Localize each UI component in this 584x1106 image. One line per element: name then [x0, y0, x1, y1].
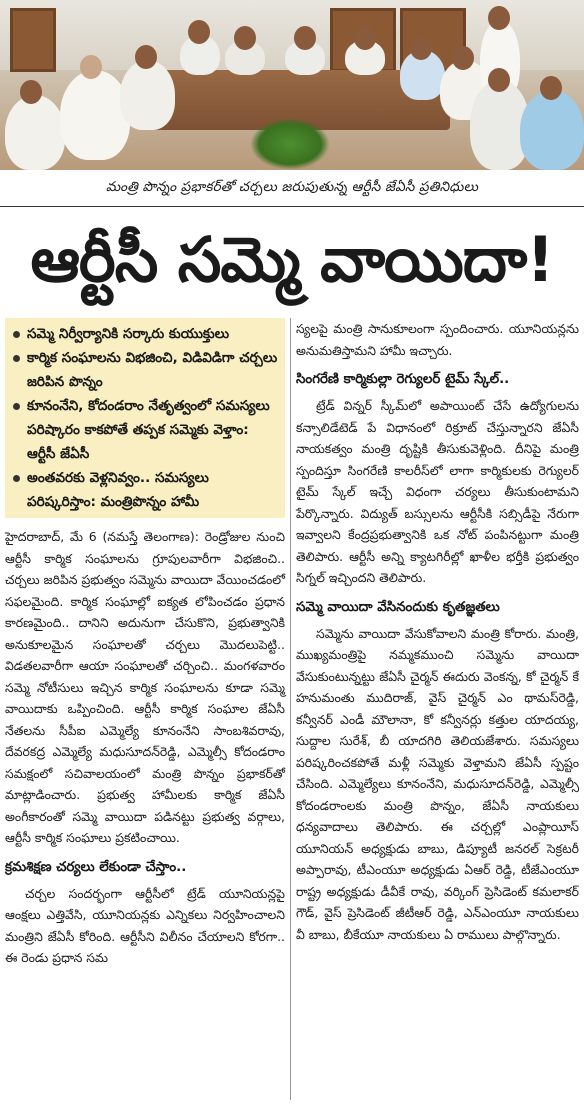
article-paragraph: హైదరాబాద్‌, మే 6 (నమస్తే తెలంగాణ): రెండ్రోజుల నుంచి ఆర్టీసీ కార్మిక సంఘాలను గ్రూపులవారీగా విభజించి.. చర్చలు జరిపిన ప్రభుత్వం సమ్మెను వాయిదా వేయించడంలో సఫలమైంది. కార్మిక సంఘాల్లో ఐక్యత లోపించడం ప్రధాన కారణమైంది.. దానిని అదునుగా చేసుకొని, ప్రభుత్వానికి అనుకూలమైన సంఘాలతో చర్చలు మొదలుపెట్టి.. విడతలవారీగా ఆయా సంఘాలతో చర్చించి.. మంగళవారం సమ్మె నోటీసులు ఇచ్చిన కార్మిక సంఘాలను కూడా సమ్మె వాయిదాకు ఒప్పించింది. ఆర్టీసీ కార్మిక సంఘాల జేఏసీ నేతలను సీపీఐ ఎమ్మెల్యే కూనంనేని సాంబశివరావు, దేవరకద్ర ఎమ్మెల్యే మధుసూదన్‌రెడ్డి, ఎమ్మెల్సీ కోదండరాం సమక్షంలో సచివాలయంలో మంత్రి పొన్నం ప్రభాకర్‌తో మాట్లాడించారు. ప్రభుత్వ హామీలకు కార్మిక జేఏసీ అంగీకారంతో సమ్మె వాయిదా పడినట్టు ప్రభుత్వ వర్గాలు, ఆర్టీసీ కార్మిక సంఘాలు ప్రకటించాయి. [5, 529, 285, 845]
bullet-icon [13, 331, 20, 338]
photo-head [410, 36, 432, 60]
photo-head [488, 68, 510, 92]
highlight-item: అంతవరకు వెళ్లనివ్వం.. సమస్యలు పరిష్కరిస్తాం: మంత్రిపొన్నం హామీ [11, 466, 279, 514]
highlight-item: కార్మిక సంఘాలను విభజించి, విడివిడిగా చర్చలు జరిపిన పొన్నం [11, 346, 279, 394]
section-subhead: సింగరేణి కార్మికుల్లా రెగ్యులర్‌ టైమ్‌ స్కేల్‌.. [296, 372, 510, 387]
photo-person [120, 60, 175, 130]
photo-head [80, 55, 102, 79]
section-subhead: సమ్మె వాయిదా వేసినందుకు కృతజ్ఞతలు [296, 599, 500, 615]
bullet-icon [13, 403, 20, 410]
highlights-box [5, 318, 285, 518]
article-paragraph: స్యలపై మంత్రి సానుకూలంగా స్పందించారు. యూనియన్లను అనుమతిస్తామని హామీ ఇచ్చారు. [296, 321, 579, 358]
photo-head [540, 76, 562, 100]
photo-caption: మంత్రి పొన్నం ప్రభాకర్‌తో చర్చలు జరుపుతున్న ఆర్టీసీ జేఏసీ ప్రతినిధులు [0, 170, 584, 207]
photo-plant [250, 118, 330, 170]
article-paragraph: చర్చల సందర్భంగా ఆర్టీసీలో ట్రేడ్‌ యూనియన్లపై ఆంక్షలు ఎత్తివేసి, యూనియన్లకు ఎన్నికలు నిర్వహించాలని మంత్రిని జేఏసీ కోరింది. ఆర్టీసీని విలీనం చేయాలని కోరగా.. ఈ రెండు ప్రధాన సమ [5, 885, 285, 965]
photo-person [60, 70, 130, 160]
photo-head [234, 26, 256, 50]
highlight-item: సమ్మె నిర్వీర్యానికి సర్కారు కుయుక్తులు [11, 322, 279, 346]
photo-head [354, 26, 376, 50]
photo-head [188, 20, 210, 44]
section-subhead: క్రమశిక్షణ చర్యలు లేకుండా చేస్తాం.. [5, 859, 187, 875]
bullet-icon [13, 355, 20, 362]
column-divider [290, 318, 291, 1100]
photo-head [452, 46, 474, 70]
photo-person [520, 90, 584, 170]
bullet-icon [13, 475, 20, 482]
photo-head [488, 6, 510, 30]
photo-door [10, 8, 56, 72]
left-column [5, 318, 285, 969]
photo-head [20, 80, 42, 104]
photo-head [135, 45, 157, 69]
article-paragraph: ట్రేడ్‌ విన్నర్‌ స్కీమ్‌లో అపాయింట్‌ చేసే ఉద్యోగులను కన్సాలిడేటెడ్‌ పే విధానంలో రిక్రూట్‌ చేస్తున్నారని జేఏసీ నాయకత్వం మంత్రి దృష్టికి తీసుకువెళ్లింది. దీనిపై మంత్రి స్పందిస్తూ సింగరేణి కాలరీస్‌లో లాగా కార్మికులకు రెగ్యులర్‌ టైమ్‌ స్కేల్‌ ఇచ్చే విధంగా చర్యలు తీసుకుంటామని పేర్కొన్నారు. విద్యుత్‌ బస్సులను ఆర్టీసీకి సబ్సిడీపై నేరుగా ఇవ్వాలని కేంద్రప్రభుత్వానికి ఒక నోట్‌ పంపినట్టుగా మంత్రి తెలిపారు. ఆర్టీసీ అన్ని క్యాటగిరీల్లో ఖాళీల భర్తీకి ప్రభుత్వం సిగ్నల్‌ ఇచ్చిందని తెలిపారు. [296, 398, 579, 585]
highlight-item: కూనంనేని, కోదండరాం నేతృత్వంలో సమస్యలు పరిష్కారం కాకపోతే తప్పక సమ్మెకు వెళ్తాం: ఆర్టీసీ జేఏసీ [11, 394, 279, 466]
photo-person [5, 95, 65, 170]
headline: ఆర్టీసీ సమ్మె వాయిదా! [30, 223, 554, 296]
article-paragraph: సమ్మెను వాయిదా వేసుకోవాలని మంత్రి కోరారు. మంత్రి, ముఖ్యమంత్రిపై నమ్మకముంచి సమ్మెను వాయిదా వేసుకుంటున్నట్టు జేఏసీ చైర్మన్‌ ఈదురు వెంకన్న, కో చైర్మన్‌ కే హనుమంతు ముదిరాజ్‌, వైస్‌ చైర్మన్‌ ఎం థామస్‌రెడ్డి, కన్వీనర్‌ ఎండీ మౌలానా, కో కన్వీనర్లు కత్తుల యాదయ్య, సుద్దాల సురేశ్‌, బీ యాదగిరి తెలియజేశారు. సమస్యలు పరిష్కరించకపోతే మళ్లీ సమ్మెకు వెళ్తామని జేఏసీ స్పష్టం చేసింది. ఎమ్మెల్యేలు కూనంనేని, మధుసూదన్‌రెడ్డి, ఎమ్మెల్సీ కోదండరాంలకు మంత్రి పొన్నం, జేఏసీ నాయకులు ధన్యవాదాలు తెలిపారు. ఈ చర్చల్లో ఎంప్లాయీస్‌ యూనియన్‌ అధ్యక్షుడు బాబు, డిప్యూటీ జనరల్‌ సెక్రటరీ అప్పారావు, టీఎంయూ అధ్యక్షుడు ఏఆర్‌ రెడ్డి, టీజేఎంయూ రాష్ట్ర అధ్యక్షుడు డీవీకే రావు, వర్కింగ్‌ ప్రెసిడెంట్‌ కమలాకర్‌ గౌడ్‌, వైస్‌ ప్రెసిడెంట్‌ జీటీఆర్‌ రెడ్డి, ఎన్‌ఎంయూ నాయకులు వీ బాబు, బీకేయూ నాయకులు ఏ రాములు పాల్గొన్నారు. [296, 625, 579, 942]
photo-head [294, 26, 316, 50]
news-photo [0, 0, 584, 170]
right-column [296, 318, 579, 945]
